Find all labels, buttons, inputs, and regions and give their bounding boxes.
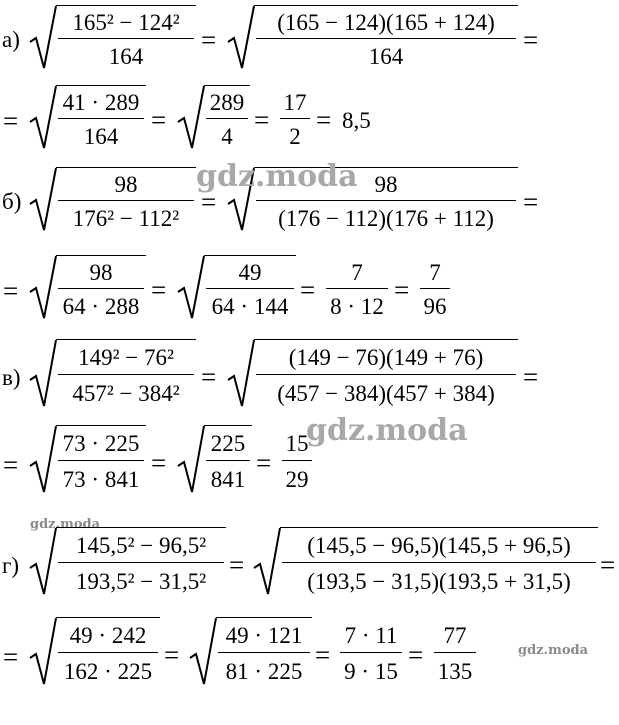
fraction-bar bbox=[206, 288, 294, 289]
fraction-bar bbox=[434, 652, 476, 653]
fraction-numerator: 49 bbox=[238, 260, 262, 285]
line-a-2 bbox=[0, 80, 619, 160]
part-label-v: в) bbox=[2, 365, 21, 390]
radical-sign bbox=[28, 2, 58, 74]
fraction-numerator: (145,5 − 96,5)(145,5 + 96,5) bbox=[307, 533, 571, 558]
radical-overline bbox=[56, 425, 146, 426]
fraction-bar bbox=[58, 38, 194, 39]
line-b-2 bbox=[0, 250, 619, 330]
equals-sign: = bbox=[408, 640, 424, 670]
watermark-logo: gdz.moda bbox=[306, 413, 468, 448]
line-g-2 bbox=[0, 612, 619, 692]
equals-sign: = bbox=[523, 187, 539, 217]
fraction-numerator: 98 bbox=[89, 260, 113, 285]
fraction-denominator: 9 · 15 bbox=[344, 659, 398, 684]
equals-sign: = bbox=[316, 105, 332, 135]
radical-sign bbox=[28, 422, 58, 498]
fraction-numerator: 7 bbox=[429, 260, 441, 285]
radical-sign bbox=[252, 524, 282, 600]
fraction-numerator: 7 · 11 bbox=[344, 623, 398, 648]
radical-overline bbox=[254, 5, 518, 6]
radical-overline bbox=[204, 85, 250, 86]
fraction-bar bbox=[58, 118, 144, 119]
fraction-denominator: 64 · 144 bbox=[211, 294, 289, 319]
fraction-denominator: 81 · 225 bbox=[225, 659, 303, 684]
radical-overline bbox=[56, 339, 196, 340]
fraction-bar bbox=[340, 652, 402, 653]
radical-overline bbox=[204, 425, 252, 426]
equals-sign: = bbox=[523, 25, 539, 55]
fraction-bar bbox=[206, 118, 248, 119]
fraction-numerator: 98 bbox=[114, 172, 138, 197]
fraction-bar bbox=[58, 374, 194, 375]
radical-sign bbox=[176, 82, 206, 154]
fraction-denominator: 457² − 384² bbox=[72, 381, 180, 406]
fraction-denominator: 64 · 288 bbox=[62, 294, 140, 319]
equals-sign: = bbox=[151, 105, 167, 135]
watermark-logo: gdz.moda bbox=[196, 159, 358, 194]
fraction-numerator: 7 bbox=[351, 260, 363, 285]
radical-overline bbox=[56, 617, 160, 618]
watermark-logo: gdz.moda bbox=[518, 643, 589, 658]
fraction-numerator: 165² − 124² bbox=[72, 10, 180, 35]
fraction-numerator: 289 bbox=[209, 90, 245, 115]
radical-sign bbox=[226, 336, 256, 412]
radical-overline bbox=[56, 85, 146, 86]
equals-sign: = bbox=[201, 362, 217, 392]
equals-sign: = bbox=[254, 105, 270, 135]
radical-overline bbox=[56, 255, 146, 256]
fraction-denominator: 8 · 12 bbox=[330, 294, 384, 319]
radical-overline bbox=[216, 617, 312, 618]
equals-sign: = bbox=[256, 448, 272, 478]
fraction-bar bbox=[256, 374, 516, 375]
equals-sign: = bbox=[523, 362, 539, 392]
fraction-numerator: 73 · 225 bbox=[62, 431, 140, 456]
fraction-bar bbox=[326, 288, 388, 289]
equals-sign: = bbox=[3, 276, 19, 306]
radical-sign bbox=[226, 2, 256, 74]
fraction-numerator: 145,5² − 96,5² bbox=[75, 533, 207, 558]
fraction-bar bbox=[420, 288, 450, 289]
fraction-bar bbox=[58, 652, 158, 653]
watermark-logo: gdz.moda bbox=[30, 517, 101, 532]
fraction-bar bbox=[256, 38, 516, 39]
fraction-numerator: 98 bbox=[374, 172, 398, 197]
fraction-numerator: (165 − 124)(165 + 124) bbox=[277, 10, 495, 35]
fraction-numerator: 41 · 289 bbox=[62, 90, 140, 115]
fraction-numerator: 49 · 242 bbox=[69, 623, 147, 648]
fraction-denominator: 164 bbox=[108, 44, 144, 69]
fraction-denominator: (193,5 − 31,5)(193,5 + 31,5) bbox=[307, 569, 571, 594]
radical-overline bbox=[56, 167, 196, 168]
fraction-bar bbox=[58, 562, 224, 563]
equals-sign: = bbox=[151, 448, 167, 478]
radical-sign bbox=[188, 614, 218, 690]
fraction-denominator: 164 bbox=[368, 44, 404, 69]
fraction-numerator: 49 · 121 bbox=[225, 623, 303, 648]
fraction-denominator: 4 bbox=[221, 124, 233, 149]
equals-sign: = bbox=[201, 25, 217, 55]
equals-sign: = bbox=[300, 275, 316, 305]
fraction-bar bbox=[58, 460, 144, 461]
radical-sign bbox=[28, 336, 58, 412]
equals-sign: = bbox=[3, 450, 19, 480]
equals-sign: = bbox=[394, 275, 410, 305]
fraction-denominator: 193,5² − 31,5² bbox=[75, 569, 207, 594]
fraction-numerator: 149² − 76² bbox=[78, 345, 174, 370]
radical-sign bbox=[28, 252, 58, 324]
fraction-numerator: 77 bbox=[443, 623, 467, 648]
fraction-bar bbox=[280, 118, 310, 119]
radical-sign bbox=[176, 252, 206, 324]
fraction-denominator: 73 · 841 bbox=[62, 467, 140, 492]
fraction-denominator: 176² − 112² bbox=[72, 206, 180, 231]
fraction-denominator: 29 bbox=[285, 467, 309, 492]
fraction-bar bbox=[58, 288, 144, 289]
radical-sign bbox=[28, 82, 58, 154]
fraction-bar bbox=[218, 652, 310, 653]
part-label-g: г) bbox=[2, 553, 20, 578]
fraction-bar bbox=[256, 200, 516, 201]
equals-sign: = bbox=[229, 550, 245, 580]
line-a-1 bbox=[0, 0, 619, 80]
radical-sign bbox=[28, 164, 58, 236]
fraction-numerator: 17 bbox=[283, 90, 307, 115]
equals-sign: = bbox=[201, 187, 217, 217]
fraction-bar bbox=[206, 460, 250, 461]
equals-sign: = bbox=[164, 640, 180, 670]
equals-sign: = bbox=[151, 275, 167, 305]
equals-sign: = bbox=[600, 550, 616, 580]
fraction-numerator: (149 − 76)(149 + 76) bbox=[288, 345, 484, 370]
line-b-1 bbox=[0, 159, 619, 242]
radical-overline bbox=[56, 527, 226, 528]
fraction-numerator: 225 bbox=[210, 431, 246, 456]
part-label-b: б) bbox=[2, 189, 22, 214]
fraction-denominator: (457 − 384)(457 + 384) bbox=[277, 381, 495, 406]
fraction-denominator: 841 bbox=[210, 467, 246, 492]
radical-overline bbox=[204, 255, 296, 256]
equals-sign: = bbox=[315, 640, 331, 670]
line-g-1 bbox=[0, 516, 619, 596]
fraction-bar bbox=[282, 562, 596, 563]
result-value: 8,5 bbox=[342, 108, 371, 133]
radical-overline bbox=[280, 527, 598, 528]
radical-sign bbox=[28, 614, 58, 690]
fraction-denominator: 164 bbox=[83, 124, 119, 149]
fraction-denominator: 135 bbox=[437, 659, 473, 684]
fraction-denominator: 2 bbox=[289, 124, 301, 149]
line-v-2 bbox=[0, 420, 619, 500]
fraction-denominator: (176 − 112)(176 + 112) bbox=[278, 206, 494, 231]
part-label-a: а) bbox=[2, 27, 20, 52]
equals-sign: = bbox=[3, 106, 19, 136]
fraction-denominator: 162 · 225 bbox=[63, 659, 153, 684]
radical-sign bbox=[28, 524, 58, 600]
fraction-bar bbox=[282, 460, 312, 461]
radical-overline bbox=[56, 5, 196, 6]
fraction-bar bbox=[58, 200, 194, 201]
radical-overline bbox=[254, 339, 518, 340]
radical-sign bbox=[176, 422, 206, 498]
fraction-numerator: 15 bbox=[285, 431, 309, 456]
equals-sign: = bbox=[3, 642, 19, 672]
fraction-denominator: 96 bbox=[423, 294, 447, 319]
